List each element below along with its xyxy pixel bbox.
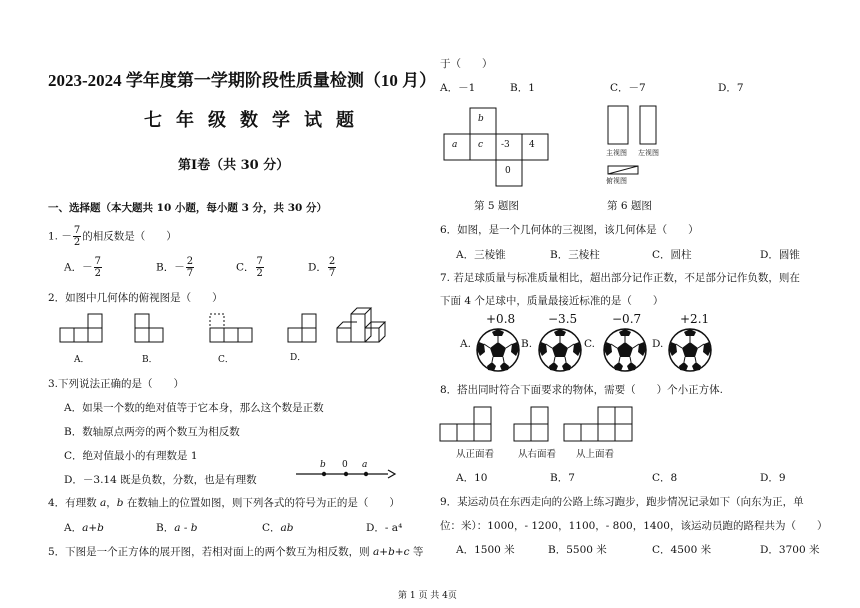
ball-b-label[interactable]: B. [521,338,533,350]
ball-d-value: +2.1 [680,312,710,326]
q2-label-b[interactable]: B． [142,355,158,365]
q3-option-d[interactable]: D．－3.14 既是负数，分数，也是有理数 [64,474,257,486]
q8-stem: 8．搭出同时符合下面要求的物体，需要（ ）个小正方体. [440,384,724,396]
q1-option-d[interactable]: D． $\frac{2}{7}$ [308,256,336,279]
q1-option-b[interactable]: B．－ $\frac{2}{7}$ [156,256,194,279]
ball-a-value: +0.8 [486,312,516,326]
q2-label-c[interactable]: C． [218,355,234,365]
ball-c-label[interactable]: C. [584,338,595,350]
q8-option-b[interactable]: B．7 [550,472,575,484]
soccer-ball-icon-d [669,329,711,371]
left-view-label: 左视图 [638,149,659,157]
top-view-label: 俯视图 [606,177,627,185]
axis-label-a: a [362,460,368,470]
q4-stem: 4．有理数 a，b 在数轴上的位置如图，则下列各式的符号为正的是（ ） [48,497,400,509]
soccer-ball-icon-b [539,329,581,371]
cube-net [442,108,552,188]
ball-a-label[interactable]: A. [460,338,471,350]
volume-title: 第Ⅰ卷（共 30 分） [178,158,290,173]
q9-option-d[interactable]: D．3700 米 [760,544,820,556]
q5-option-b[interactable]: B．1 [510,82,535,94]
q2-stem: 2．如图中几何体的俯视图是（ ） [48,292,223,304]
q6-stem: 6．如图，是一个几何体的三视图，该几何体是（ ） [440,224,699,236]
q3-stem: 3.下列说法正确的是（ ） [48,378,185,390]
q9-option-a[interactable]: A．1500 米 [456,544,515,556]
q8-option-a[interactable]: A．10 [456,472,488,484]
q5-stem: 5．下图是一个正方体的展开图，若相对面上的两个数互为相反数，则 a+b+c 等 [48,546,424,558]
q9-stem-line2: 位：米）：1000，- 1200，1100，- 800，1400，该运动员跑的路程共为（ ） [440,520,828,532]
soccer-balls [474,326,774,376]
net-cell-b: b [478,114,484,124]
net-cell-c: c [478,140,484,150]
axis-label-0: 0 [342,460,348,470]
ball-c-value: −0.7 [612,312,642,326]
q4-option-d[interactable]: D．- a⁴ [366,522,403,534]
q9-option-b[interactable]: B．5500 米 [548,544,607,556]
q9-stem-line1: 9．某运动员在东西走向的公路上练习跑步，跑步情况记录如下（向东为正，单 [440,496,804,508]
ball-b-value: −3.5 [548,312,578,326]
q3-option-b[interactable]: B．数轴原点两旁的两个数互为相反数 [64,426,240,438]
q4-option-a[interactable]: A．a+b [64,522,104,534]
q8-caption-right: 从右面看 [518,449,557,460]
q4-option-b[interactable]: B．a - b [156,522,198,534]
q1-stem: 1. － $\frac{7}{2}$ 的相反数是（ ） [48,225,177,248]
q8-option-c[interactable]: C．8 [652,472,678,484]
q5-option-c[interactable]: C．－7 [610,82,646,94]
q8-views-figure [440,404,650,444]
q8-option-d[interactable]: D．9 [760,472,786,484]
q6-option-b[interactable]: B．三棱柱 [550,249,600,261]
q6-option-d[interactable]: D．圆锥 [760,249,800,261]
q8-caption-front: 从正面看 [456,449,495,460]
ball-d-label[interactable]: D. [652,338,664,350]
page-footer: 第 1 页 共 4页 [398,591,457,601]
q6-option-a[interactable]: A．三棱锥 [456,249,506,261]
q1-option-c[interactable]: C． $\frac{7}{2}$ [236,256,263,279]
q7-stem-line2: 下面 4 个足球中，质量最接近标准的是（ ） [440,295,664,307]
subject-title: 七年级数学试题 [144,110,368,131]
net-cell-neg3: -3 [501,140,510,150]
net-cell-0: 0 [505,166,511,176]
soccer-ball-icon-c [604,329,646,371]
q6-caption: 第 6 题图 [607,200,652,212]
q5-option-a[interactable]: A．－1 [440,82,476,94]
q5-option-d[interactable]: D．7 [718,82,744,94]
axis-label-b: b [320,460,326,470]
net-cell-a: a [452,140,458,150]
soccer-ball-icon-a [477,329,519,371]
q3-option-c[interactable]: C．绝对值最小的有理数是 1 [64,450,198,462]
q7-stem-line1: 7. 若足球质量与标准质量相比，超出部分记作正数，不足部分记作负数，则在 [440,272,800,284]
q2-label-d[interactable]: D． [290,353,307,363]
three-views-figure [606,104,666,186]
front-view-label: 主视图 [606,149,627,157]
q8-caption-top: 从上面看 [576,449,615,460]
q5-stem-cont: 于（ ） [440,58,493,70]
q2-label-a[interactable]: A． [74,355,90,365]
q9-option-c[interactable]: C．4500 米 [652,544,712,556]
q6-option-c[interactable]: C．圆柱 [652,249,692,261]
section-title: 一、选择题（本大题共 10 小题，每小题 3 分，共 30 分） [48,202,327,214]
q3-option-a[interactable]: A．如果一个数的绝对值等于它本身，那么这个数是正数 [64,402,324,414]
q5-caption: 第 5 题图 [474,200,519,212]
exam-title: 2023-2024 学年度第一学期阶段性质量检测（10 月） [48,71,437,90]
q4-option-c[interactable]: C．ab [262,522,294,534]
q1-option-a[interactable]: A．－ $\frac{7}{2}$ [64,256,101,279]
net-cell-4: 4 [529,140,535,150]
